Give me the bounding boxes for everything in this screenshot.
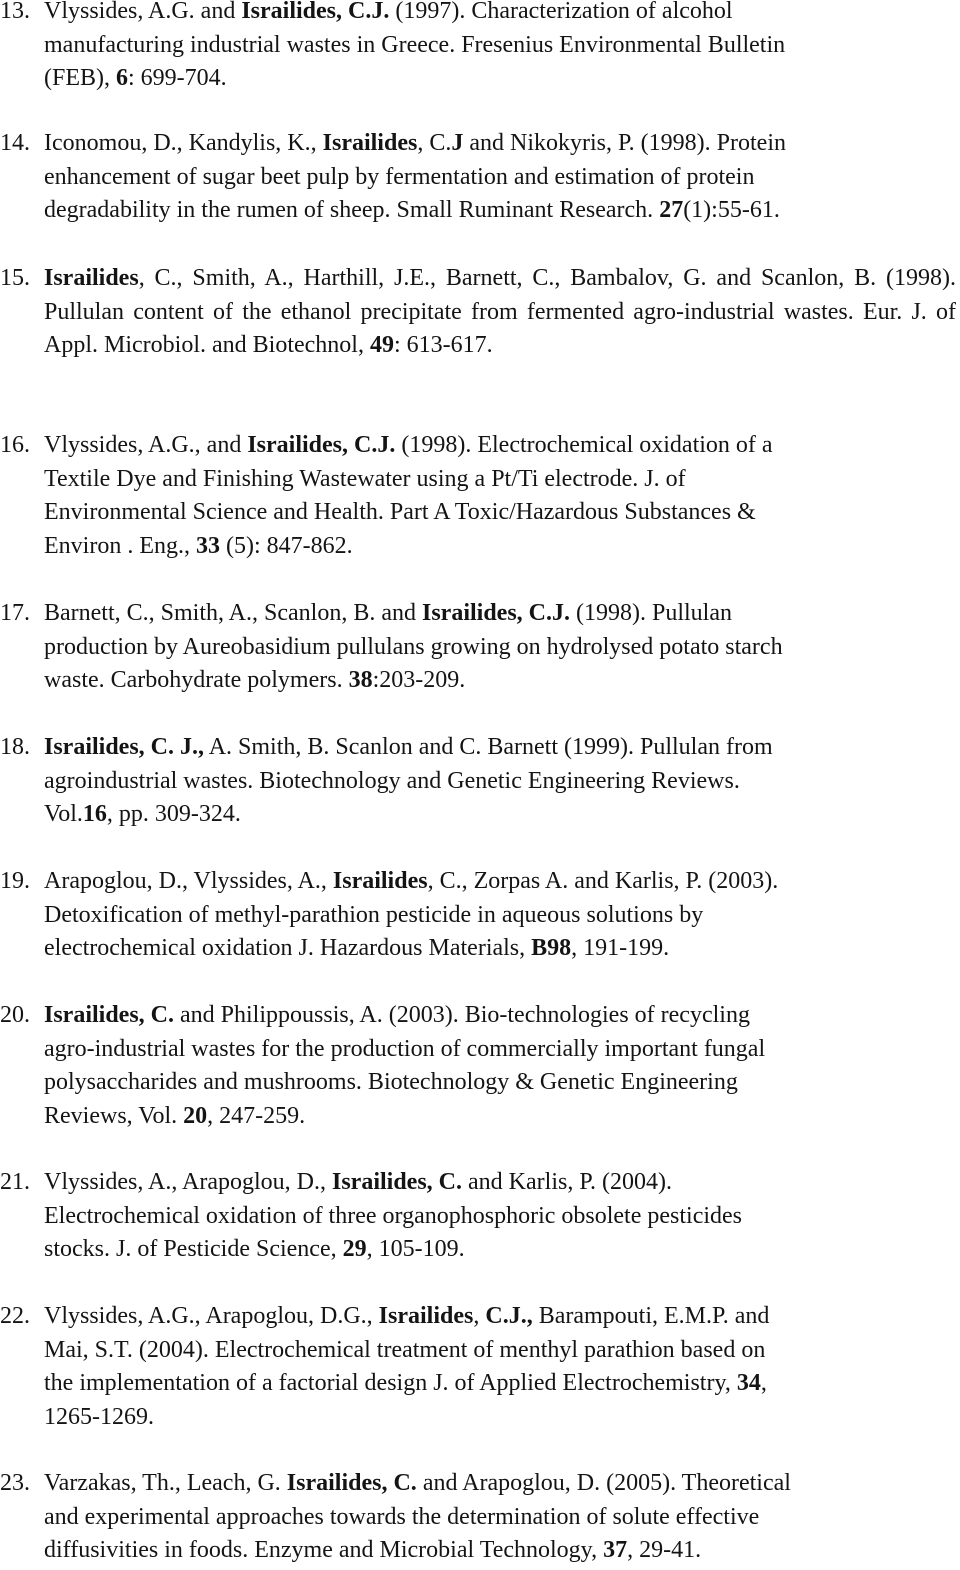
reference-number: 18. <box>0 734 30 760</box>
reference-segment: Arapoglou, D., Vlyssides, A., <box>44 868 333 894</box>
reference-segment: (1998). Electrochemical oxidation of a Textile Dye and Finishing Wastewater using a Pt/Ti electrode. J. of Environmental Science and Health. Part A Toxic/Hazardous Substances & Environ . Eng., <box>44 432 773 559</box>
reference-number: 16. <box>0 432 30 458</box>
reference-bold-segment: 49 <box>369 332 394 358</box>
reference-segment: and Karlis, P. (2004). Electrochemical oxidation of three organophosphoric obsolete pesticides stocks. J. of Pesticide Science, <box>44 1169 743 1262</box>
reference-segment: , <box>473 1303 486 1329</box>
reference-item <box>0 1166 956 1267</box>
reference-text <box>44 262 956 363</box>
reference-segment: Vlyssides, A.G. and <box>44 0 242 24</box>
reference-segment: Iconomou, D., Kandylis, K., <box>44 130 323 156</box>
reference-bold-segment: 16 <box>82 801 107 827</box>
reference-number: 13. <box>0 0 30 24</box>
reference-bold-segment: Israilides, C.J. <box>241 0 390 24</box>
reference-segment: , C. <box>417 130 452 156</box>
reference-text <box>44 865 956 966</box>
reference-bold-segment: 34 <box>736 1370 761 1396</box>
reference-item <box>0 0 956 96</box>
reference-text <box>44 1467 956 1568</box>
reference-text <box>44 999 956 1133</box>
reference-segment: : 613-617. <box>393 332 493 358</box>
reference-item <box>0 999 956 1133</box>
reference-item <box>0 1467 956 1568</box>
reference-number: 15. <box>0 265 30 291</box>
reference-bold-segment: Israilides <box>44 265 139 291</box>
reference-segment: and Philippoussis, A. (2003). Bio-technologies of recycling agro-industrial wastes for the production of commercially important fungal polysaccharides and mushrooms. Biotechnology & Genetic Engineering Reviews, Vol. <box>44 1002 766 1129</box>
reference-text <box>44 1300 956 1434</box>
reference-segment: (5): 847-862. <box>219 532 353 559</box>
reference-number: 17. <box>0 600 30 626</box>
reference-segment: :203-209. <box>372 667 466 693</box>
reference-segment: Barampouti, E.M.P. and Mai, S.T. (2004). Electrochemical treatment of menthyl parathion based on the implementation of a factorial design J. of Applied Electrochemistry, <box>44 1303 770 1396</box>
reference-segment: , 29-41. <box>627 1537 702 1563</box>
reference-segment: , 247-259. <box>207 1102 306 1129</box>
reference-number: 20. <box>0 1002 30 1028</box>
reference-bold-segment: Israilides, C. J., <box>44 734 205 760</box>
reference-segment: , pp. 309-324. <box>106 801 241 827</box>
reference-segment: and Nikokyris, P. (1998). Protein enhancement of sugar beet pulp by fermentation and estimation of protein degradability in the rumen of sheep. Small Ruminant Research. <box>44 130 786 223</box>
reference-segment: Vlyssides, A.G., Arapoglou, D.G., <box>44 1303 379 1329</box>
reference-segment: (1997). Characterization of alcohol manufacturing industrial wastes in Greece. Fresenius Environmental Bulletin (FEB), <box>44 0 786 91</box>
reference-bold-segment: Israilides, C. <box>44 1002 175 1028</box>
reference-segment: , 191-199. <box>571 935 670 961</box>
reference-number: 14. <box>0 130 30 156</box>
reference-text <box>44 127 956 228</box>
reference-bold-segment: 33 <box>195 532 220 559</box>
reference-text <box>44 1166 956 1267</box>
reference-segment: , 105-109. <box>366 1236 465 1262</box>
reference-segment: , 1265-1269. <box>44 1370 767 1430</box>
reference-segment: and Arapoglou, D. (2005). Theoretical and experimental approaches towards the determination of solute effective diffusivities in foods. Enzyme and Microbial Technology, <box>44 1470 791 1563</box>
reference-bold-segment: Israilides, C.J. <box>247 432 396 458</box>
reference-bold-segment: Israilides <box>332 868 428 894</box>
reference-bold-segment: C.J., <box>485 1303 533 1329</box>
reference-bold-segment: Israilides, C.J. <box>422 600 571 626</box>
reference-number: 21. <box>0 1169 30 1195</box>
reference-segment: Vlyssides, A.G., and <box>44 432 248 458</box>
reference-segment: Varzakas, Th., Leach, G. <box>44 1470 287 1496</box>
reference-item <box>0 429 956 563</box>
reference-segment: , C., Smith, A., Harthill, J.E., Barnett, C., Bambalov, G. and Scanlon, B. (1998). Pullulan content of the ethanol precipitate from fermented agro-industrial wastes. Eur. J. of Appl. Microbiol. and Biotechnol, <box>44 265 956 358</box>
reference-segment: (1998). Pullulan production by Aureobasidium pullulans growing on hydrolysed potato starch waste. Carbohydrate polymers. <box>44 600 783 693</box>
reference-bold-segment: 38 <box>348 667 373 693</box>
reference-bold-segment: 27 <box>659 197 684 223</box>
reference-item <box>0 597 956 698</box>
reference-bold-segment: 20 <box>183 1102 208 1129</box>
reference-bold-segment: Israilides, C. <box>332 1169 463 1195</box>
reference-bold-segment: J <box>451 130 464 156</box>
reference-bold-segment: 6 <box>116 65 128 91</box>
reference-text <box>44 0 956 96</box>
reference-bold-segment: Israilides, C. <box>286 1470 417 1496</box>
reference-item <box>0 731 956 832</box>
reference-text <box>44 597 956 698</box>
reference-bold-segment: B98 <box>531 935 572 961</box>
reference-segment: Vlyssides, A., Arapoglou, D., <box>44 1169 332 1195</box>
reference-text <box>44 429 956 563</box>
reference-segment: , C., Zorpas A. and Karlis, P. (2003). Detoxification of methyl-parathion pesticide in aqueous solutions by electrochemical oxidation J. Hazardous Materials, <box>44 868 779 961</box>
reference-segment: (1):55-61. <box>683 197 780 223</box>
reference-number: 23. <box>0 1470 30 1496</box>
reference-bold-segment: Israilides <box>378 1303 474 1329</box>
reference-text <box>44 731 956 832</box>
reference-number: 22. <box>0 1303 30 1329</box>
reference-number: 19. <box>0 868 30 894</box>
reference-bold-segment: 37 <box>603 1537 628 1563</box>
reference-segment: : 699-704. <box>128 65 227 91</box>
reference-bold-segment: 29 <box>342 1236 367 1262</box>
reference-item <box>0 127 956 228</box>
reference-item <box>0 262 956 363</box>
reference-bold-segment: Israilides <box>322 130 418 156</box>
reference-item <box>0 1300 956 1434</box>
reference-segment: Barnett, C., Smith, A., Scanlon, B. and <box>44 600 422 626</box>
reference-item <box>0 865 956 966</box>
reference-segment: A. Smith, B. Scanlon and C. Barnett (1999). Pullulan from agroindustrial wastes. Biotechnology and Genetic Engineering Reviews. Vol. <box>44 734 773 827</box>
